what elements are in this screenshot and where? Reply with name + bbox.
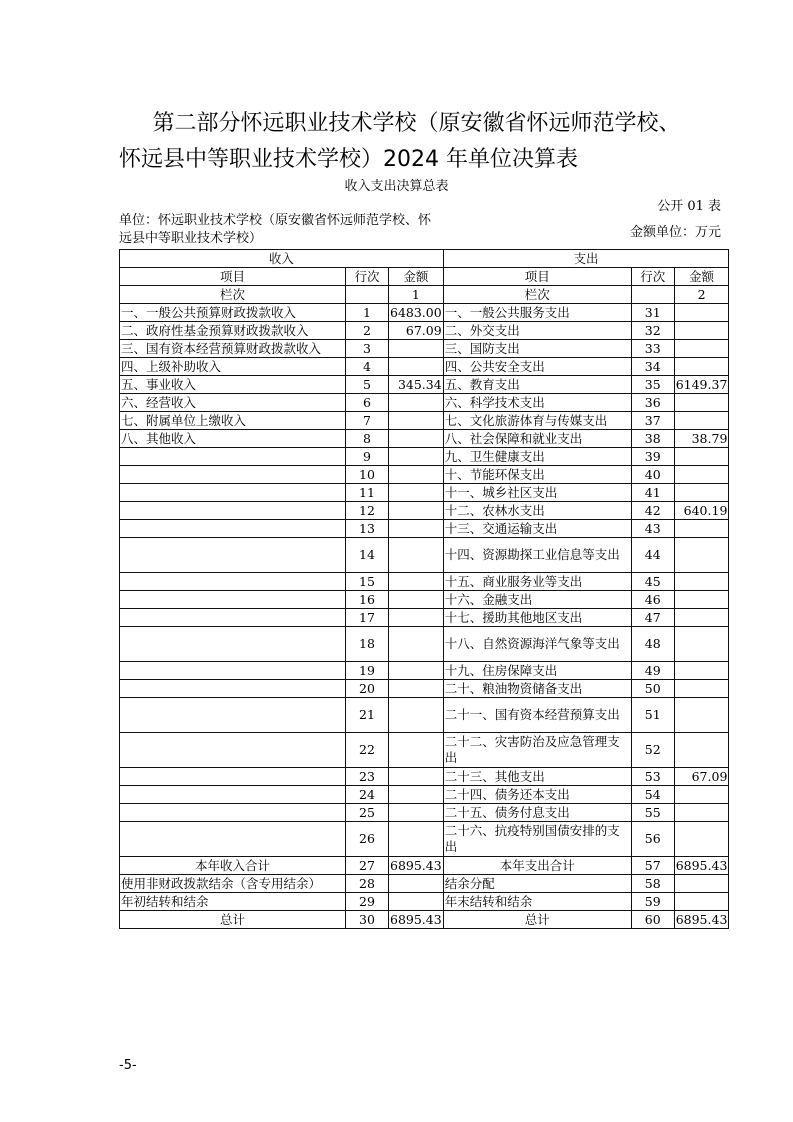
expense-amount xyxy=(674,394,729,412)
expense-amount: 6895.43 xyxy=(675,911,728,927)
expense-col-amount: 金额 xyxy=(674,268,729,286)
income-row-no: 21 xyxy=(346,698,389,733)
expense-item: 三、国防支出 xyxy=(443,340,631,358)
expense-row-no: 57 xyxy=(631,857,674,875)
expense-item: 四、公共安全支出 xyxy=(443,358,631,376)
expense-item: 十八、自然资源海洋气象等支出 xyxy=(443,627,631,662)
expense-item: 二十三、其他支出 xyxy=(443,768,631,786)
expense-amount xyxy=(674,893,729,911)
income-item xyxy=(120,786,346,804)
income-item xyxy=(120,538,346,573)
expense-amount xyxy=(674,875,729,893)
expense-row-no: 49 xyxy=(631,662,674,680)
income-amount xyxy=(389,430,444,448)
expense-row-no: 31 xyxy=(631,304,674,322)
income-item xyxy=(120,591,346,609)
income-item xyxy=(120,698,346,733)
income-item: 六、经营收入 xyxy=(120,394,346,412)
expense-item: 十九、住房保障支出 xyxy=(443,662,631,680)
income-item xyxy=(120,768,346,786)
income-item: 使用非财政拨款结余（含专用结余） xyxy=(120,875,346,893)
income-amount xyxy=(389,822,444,857)
income-amount xyxy=(389,340,444,358)
income-amount: 6895.43 xyxy=(390,911,442,927)
expense-row-no: 42 xyxy=(631,502,674,520)
expense-item: 十六、金融支出 xyxy=(443,591,631,609)
expense-item: 二十一、国有资本经营预算支出 xyxy=(443,698,631,733)
income-row-no: 22 xyxy=(346,733,389,768)
income-item xyxy=(120,484,346,502)
table-row xyxy=(120,733,729,768)
expense-amount xyxy=(674,340,729,358)
expense-item: 十四、资源勘探工业信息等支出 xyxy=(443,538,631,573)
income-amount xyxy=(389,609,444,627)
expense-row-no: 47 xyxy=(631,609,674,627)
table-row xyxy=(120,412,729,430)
expense-row-no: 35 xyxy=(631,376,674,394)
income-section-header: 收入 xyxy=(120,250,444,268)
income-amount xyxy=(389,573,444,591)
income-item: 五、事业收入 xyxy=(120,376,346,394)
table-row xyxy=(120,911,729,929)
income-item xyxy=(120,822,346,857)
income-item: 三、国有资本经营预算财政拨款收入 xyxy=(120,340,346,358)
income-row-no: 5 xyxy=(346,376,389,394)
expense-amount xyxy=(674,466,729,484)
expense-amount xyxy=(674,609,729,627)
income-index-label: 栏次 xyxy=(120,286,346,304)
table-row xyxy=(120,609,729,627)
expense-item: 年末结转和结余 xyxy=(443,893,631,911)
column-header-row xyxy=(120,268,729,286)
income-row-no: 10 xyxy=(346,466,389,484)
expense-amount xyxy=(674,304,729,322)
income-expense-table xyxy=(119,249,729,929)
table-row xyxy=(120,786,729,804)
income-row-no: 12 xyxy=(346,502,389,520)
table-row xyxy=(120,662,729,680)
income-item xyxy=(120,662,346,680)
income-row-no: 30 xyxy=(346,911,389,929)
expense-col-number: 2 xyxy=(674,286,729,304)
expense-row-no: 51 xyxy=(631,698,674,733)
expense-amount xyxy=(674,822,729,857)
table-row xyxy=(120,680,729,698)
table-row xyxy=(120,520,729,538)
page-title-line2: 怀远县中等职业技术学校）2024 年单位决算表 xyxy=(119,147,578,172)
table-row xyxy=(120,573,729,591)
table-subtitle: 收入支出决算总表 xyxy=(344,179,449,194)
income-row-no: 26 xyxy=(346,822,389,857)
expense-item: 十二、农林水支出 xyxy=(443,502,631,520)
income-row-no: 6 xyxy=(346,394,389,412)
expense-section-header: 支出 xyxy=(443,250,729,268)
income-item: 四、上级补助收入 xyxy=(120,358,346,376)
section-header-row xyxy=(120,250,729,268)
table-row xyxy=(120,768,729,786)
table-row xyxy=(120,627,729,662)
expense-item: 二十六、抗疫特别国债安排的支出 xyxy=(443,822,631,857)
expense-row-no: 32 xyxy=(631,322,674,340)
income-item xyxy=(120,520,346,538)
expense-amount xyxy=(674,520,729,538)
income-item: 八、其他收入 xyxy=(120,430,346,448)
table-row xyxy=(120,893,729,911)
income-item: 本年收入合计 xyxy=(120,857,346,875)
expense-amount xyxy=(674,698,729,733)
income-col-row: 行次 xyxy=(346,268,389,286)
income-amount xyxy=(389,484,444,502)
expense-item: 五、教育支出 xyxy=(443,376,631,394)
expense-item: 十七、援助其他地区支出 xyxy=(443,609,631,627)
income-row-no: 3 xyxy=(346,340,389,358)
expense-col-item: 项目 xyxy=(443,268,631,286)
expense-amount: 67.09 xyxy=(674,768,729,786)
expense-row-no: 55 xyxy=(631,804,674,822)
expense-amount xyxy=(674,573,729,591)
income-amount xyxy=(389,394,444,412)
income-row-no: 17 xyxy=(346,609,389,627)
expense-row-no: 34 xyxy=(631,358,674,376)
expense-row-no: 36 xyxy=(631,394,674,412)
expense-amount xyxy=(674,680,729,698)
income-row-no: 24 xyxy=(346,786,389,804)
expense-item: 七、文化旅游体育与传媒支出 xyxy=(443,412,631,430)
income-amount: 6483.00 xyxy=(390,304,442,320)
expense-item: 十五、商业服务业等支出 xyxy=(443,573,631,591)
income-amount xyxy=(389,538,444,573)
expense-item: 十三、交通运输支出 xyxy=(443,520,631,538)
expense-row-no: 48 xyxy=(631,627,674,662)
table-row xyxy=(120,376,729,394)
expense-row-no: 59 xyxy=(631,893,674,911)
expense-row-no: 52 xyxy=(631,733,674,768)
income-row-no: 15 xyxy=(346,573,389,591)
income-amount xyxy=(389,680,444,698)
table-row xyxy=(120,322,729,340)
income-amount xyxy=(389,893,444,911)
income-item xyxy=(120,609,346,627)
expense-item: 六、科学技术支出 xyxy=(443,394,631,412)
expense-row-no: 50 xyxy=(631,680,674,698)
page-number: -5- xyxy=(119,1058,137,1073)
income-item: 一、一般公共预算财政拨款收入 xyxy=(120,304,346,322)
income-item: 年初结转和结余 xyxy=(120,893,346,911)
income-amount xyxy=(389,804,444,822)
table-row xyxy=(120,857,729,875)
table-row xyxy=(120,448,729,466)
income-row-no: 27 xyxy=(346,857,389,875)
expense-item: 八、社会保障和就业支出 xyxy=(443,430,631,448)
income-row-no: 14 xyxy=(346,538,389,573)
income-item xyxy=(120,733,346,768)
expense-row-no: 46 xyxy=(631,591,674,609)
expense-row-no: 40 xyxy=(631,466,674,484)
income-item xyxy=(120,627,346,662)
income-amount xyxy=(389,520,444,538)
income-item xyxy=(120,448,346,466)
expense-amount xyxy=(674,358,729,376)
income-amount: 345.34 xyxy=(389,376,444,394)
expense-row-no: 33 xyxy=(631,340,674,358)
income-row-no: 4 xyxy=(346,358,389,376)
income-amount xyxy=(389,662,444,680)
income-amount xyxy=(389,412,444,430)
income-amount: 67.09 xyxy=(389,322,444,340)
income-col-amount: 金额 xyxy=(389,268,444,286)
income-amount xyxy=(389,786,444,804)
expense-item: 二十二、灾害防治及应急管理支出 xyxy=(443,733,631,768)
expense-item: 一、一般公共服务支出 xyxy=(443,304,631,322)
expense-amount xyxy=(674,662,729,680)
income-amount xyxy=(389,466,444,484)
table-row xyxy=(120,698,729,733)
expense-item: 二十五、债务付息支出 xyxy=(443,804,631,822)
income-item xyxy=(120,466,346,484)
income-amount xyxy=(389,448,444,466)
expense-amount: 38.79 xyxy=(674,430,729,448)
income-row-no: 11 xyxy=(346,484,389,502)
table-row xyxy=(120,340,729,358)
income-amount xyxy=(389,768,444,786)
expense-index-empty xyxy=(631,286,674,304)
expense-item: 本年支出合计 xyxy=(443,857,631,875)
income-row-no: 20 xyxy=(346,680,389,698)
expense-amount xyxy=(674,804,729,822)
expense-amount xyxy=(674,591,729,609)
income-amount xyxy=(389,733,444,768)
expense-amount xyxy=(674,538,729,573)
expense-col-row: 行次 xyxy=(631,268,674,286)
income-amount xyxy=(389,698,444,733)
expense-item: 二十、粮油物资储备支出 xyxy=(443,680,631,698)
expense-row-no: 38 xyxy=(631,430,674,448)
income-row-no: 23 xyxy=(346,768,389,786)
expense-row-no: 56 xyxy=(631,822,674,857)
table-row xyxy=(120,591,729,609)
expense-item: 十一、城乡社区支出 xyxy=(443,484,631,502)
income-amount xyxy=(389,358,444,376)
expense-amount xyxy=(674,412,729,430)
income-col-number: 1 xyxy=(389,286,444,304)
income-index-empty xyxy=(346,286,389,304)
money-unit-label: 金额单位：万元 xyxy=(629,225,721,240)
income-item xyxy=(120,502,346,520)
expense-amount xyxy=(674,484,729,502)
expense-item: 二十四、债务还本支出 xyxy=(443,786,631,804)
income-item: 总计 xyxy=(120,911,346,929)
page-title-line1 xyxy=(0,106,793,137)
expense-amount: 6149.37 xyxy=(675,376,728,392)
expense-amount: 640.19 xyxy=(674,502,729,520)
income-item: 二、政府性基金预算财政拨款收入 xyxy=(120,322,346,340)
table-number: 公开 01 表 xyxy=(657,199,721,214)
expense-amount: 6895.43 xyxy=(675,857,728,873)
expense-row-no: 53 xyxy=(631,768,674,786)
income-row-no: 1 xyxy=(346,304,389,322)
income-amount xyxy=(389,627,444,662)
expense-row-no: 39 xyxy=(631,448,674,466)
table-row xyxy=(120,430,729,448)
income-col-item: 项目 xyxy=(120,268,346,286)
income-row-no: 8 xyxy=(346,430,389,448)
column-index-row xyxy=(120,286,729,304)
expense-item: 九、卫生健康支出 xyxy=(443,448,631,466)
income-amount xyxy=(389,875,444,893)
income-row-no: 13 xyxy=(346,520,389,538)
expense-index-label: 栏次 xyxy=(443,286,631,304)
expense-item: 二、外交支出 xyxy=(443,322,631,340)
income-row-no: 28 xyxy=(346,875,389,893)
table-row xyxy=(120,358,729,376)
income-row-no: 2 xyxy=(346,322,389,340)
income-row-no: 29 xyxy=(346,893,389,911)
income-row-no: 19 xyxy=(346,662,389,680)
table-row xyxy=(120,804,729,822)
income-item xyxy=(120,804,346,822)
table-row xyxy=(120,875,729,893)
expense-amount xyxy=(674,733,729,768)
income-row-no: 16 xyxy=(346,591,389,609)
income-item: 七、附属单位上缴收入 xyxy=(120,412,346,430)
income-row-no: 7 xyxy=(346,412,389,430)
expense-amount xyxy=(674,448,729,466)
expense-item: 十、节能环保支出 xyxy=(443,466,631,484)
table-row xyxy=(120,822,729,857)
income-amount xyxy=(389,502,444,520)
expense-row-no: 37 xyxy=(631,412,674,430)
expense-row-no: 54 xyxy=(631,786,674,804)
table-row xyxy=(120,538,729,573)
expense-row-no: 44 xyxy=(631,538,674,573)
income-row-no: 18 xyxy=(346,627,389,662)
income-row-no: 9 xyxy=(346,448,389,466)
expense-row-no: 45 xyxy=(631,573,674,591)
expense-row-no: 58 xyxy=(631,875,674,893)
expense-item: 总计 xyxy=(443,911,631,929)
income-item xyxy=(120,680,346,698)
table-row xyxy=(120,466,729,484)
expense-row-no: 41 xyxy=(631,484,674,502)
expense-item: 结余分配 xyxy=(443,875,631,893)
expense-row-no: 60 xyxy=(631,911,674,929)
table-row xyxy=(120,394,729,412)
income-amount xyxy=(389,591,444,609)
table-row xyxy=(120,484,729,502)
expense-row-no: 43 xyxy=(631,520,674,538)
table-row xyxy=(120,502,729,520)
unit-label: 单位：怀远职业技术学校（原安徽省怀远师范学校、怀远县中等职业技术学校） xyxy=(119,213,432,246)
income-row-no: 25 xyxy=(346,804,389,822)
expense-amount xyxy=(674,627,729,662)
income-amount: 6895.43 xyxy=(390,857,442,873)
table-row xyxy=(120,304,729,322)
expense-amount xyxy=(674,322,729,340)
expense-amount xyxy=(674,786,729,804)
income-item xyxy=(120,573,346,591)
title-line1-text: 第二部分怀远职业技术学校（原安徽省怀远师范学校、 xyxy=(152,111,681,136)
